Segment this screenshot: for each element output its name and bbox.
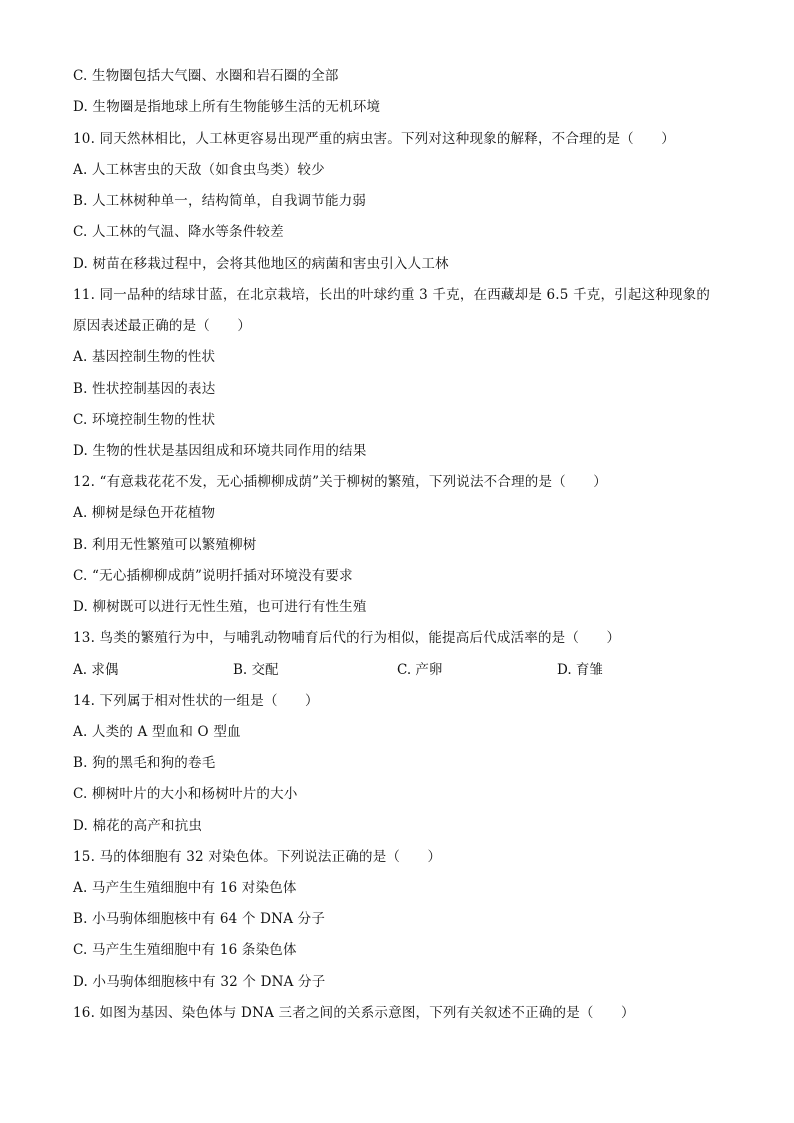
q14-option-b: B. 狗的黑毛和狗的卷毛: [73, 755, 216, 771]
q9-option-d: D. 生物圈是指地球上所有生物能够生活的无机环境: [73, 99, 381, 115]
q13-option-a: A. 求偶: [73, 662, 119, 678]
q9-option-c: C. 生物圈包括大气圈、水圈和岩石圈的全部: [73, 68, 339, 84]
q12-option-c: C. “无心插柳柳成荫”说明扦插对环境没有要求: [73, 568, 353, 584]
q16-stem: 16. 如图为基因、染色体与 DNA 三者之间的关系示意图，下列有关叙述不正确的是（ ）: [73, 1005, 635, 1021]
q11-option-d: D. 生物的性状是基因组成和环境共同作用的结果: [73, 443, 367, 459]
q15-option-d: D. 小马驹体细胞核中有 32 个 DNA 分子: [73, 974, 326, 990]
q11-option-a: A. 基因控制生物的性状: [73, 349, 216, 365]
q10-option-d: D. 树苗在移栽过程中，会将其他地区的病菌和害虫引入人工林: [73, 256, 449, 272]
q11-stem-line2: 原因表述最正确的是（ ）: [73, 318, 252, 334]
q12-option-b: B. 利用无性繁殖可以繁殖柳树: [73, 537, 257, 553]
q11-option-c: C. 环境控制生物的性状: [73, 412, 216, 428]
q13-option-b: B. 交配: [233, 662, 279, 678]
q10-option-a: A. 人工林害虫的天敌（如食虫鸟类）较少: [73, 162, 325, 178]
q12-stem: 12. “有意栽花花不发，无心插柳柳成荫”关于柳树的繁殖，下列说法不合理的是（ ）: [73, 474, 607, 490]
q14-option-c: C. 柳树叶片的大小和杨树叶片的大小: [73, 786, 298, 802]
q15-option-a: A. 马产生生殖细胞中有 16 对染色体: [73, 880, 297, 896]
q11-option-b: B. 性状控制基因的表达: [73, 381, 216, 397]
q12-option-d: D. 柳树既可以进行无性生殖，也可进行有性生殖: [73, 599, 367, 615]
q13-option-d: D. 育雏: [557, 662, 603, 678]
q14-option-a: A. 人类的 A 型血和 O 型血: [73, 724, 241, 740]
q14-option-d: D. 棉花的高产和抗虫: [73, 818, 203, 834]
q14-stem: 14. 下列属于相对性状的一组是（ ）: [73, 693, 319, 709]
q15-stem: 15. 马的体细胞有 32 对染色体。下列说法正确的是（ ）: [73, 849, 442, 865]
q12-option-a: A. 柳树是绿色开花植物: [73, 505, 216, 521]
q10-stem: 10. 同天然林相比，人工林更容易出现严重的病虫害。下列对这种现象的解释，不合理的是（ ）: [73, 131, 675, 147]
q13-stem: 13. 鸟类的繁殖行为中，与哺乳动物哺育后代的行为相似，能提高后代成活率的是（ ）: [73, 630, 621, 646]
q15-option-b: B. 小马驹体细胞核中有 64 个 DNA 分子: [73, 911, 326, 927]
q10-option-b: B. 人工林树种单一，结构简单，自我调节能力弱: [73, 193, 367, 209]
q15-option-c: C. 马产生生殖细胞中有 16 条染色体: [73, 942, 297, 958]
q11-stem-line1: 11. 同一品种的结球甘蓝，在北京栽培，长出的叶球约重 3 千克，在西藏却是 6.5 千克，引起这种现象的: [73, 287, 711, 303]
q13-option-c: C. 产卵: [397, 662, 443, 678]
q10-option-c: C. 人工林的气温、降水等条件较差: [73, 224, 284, 240]
